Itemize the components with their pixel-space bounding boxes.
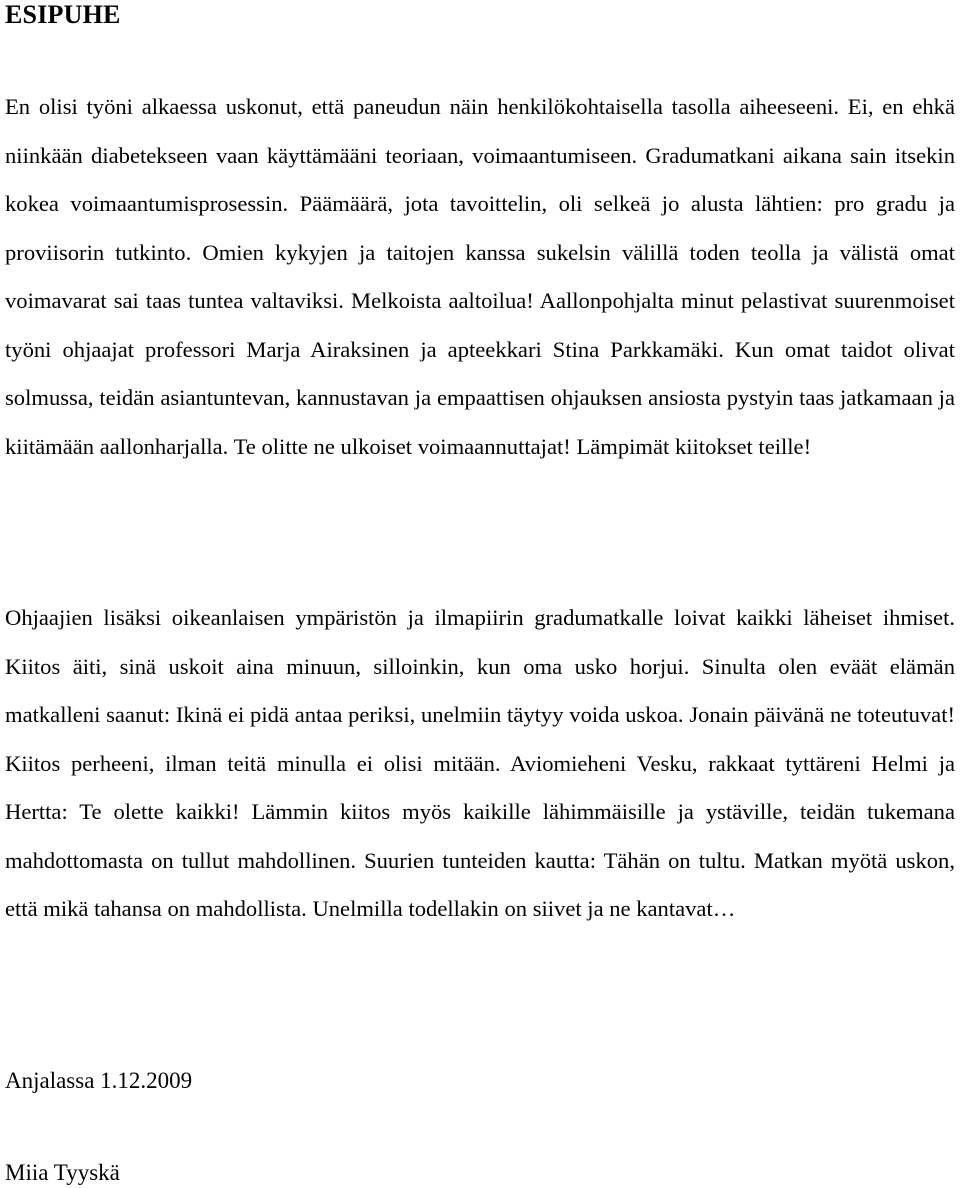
paragraph-2: Ohjaajien lisäksi oikeanlaisen ympäristön ja ilmapiirin gradumatkalle loivat kaikki läheiset ihmiset. Kiitos äiti, sinä uskoit aina minuun, silloinkin, kun oma usko horjui. Sinulta olen eväät elämän matkalleni saanut: Ikinä ei pidä antaa periksi, unelmiin täytyy voida uskoa. Jonain päivänä ne toteutuvat! Kiitos perheeni, ilman teitä minulla ei olisi mitään. Aviomieheni Vesku, rakkaat tyttäreni Helmi ja Hertta: Te olette kaikki! Lämmin kiitos myös kaikille lähimmäisille ja ystäville, teidän tukemana mahdottomasta on tullut mahdollinen. Suurien tunteiden kautta: Tähän on tultu. Matkan myötä uskon, että mikä tahansa on mahdollista. Unelmilla todellakin on siivet ja ne kantavat… bbox=[5, 605, 955, 921]
author-signature: Miia Tyyskä bbox=[5, 1160, 120, 1185]
paragraph-1: En olisi työni alkaessa uskonut, että paneudun näin henkilökohtaisella tasolla aiheeseeni. Ei, en ehkä niinkään diabetekseen vaan käyttämääni teoriaan, voimaantumiseen. Gradumatkani aikana sain itsekin kokea voimaantumisprosessin. Päämäärä, jota tavoittelin, oli selkeä jo alusta lähtien: pro gradu ja proviisorin tutkinto. Omien kykyjen ja taitojen kanssa sukelsin välillä toden teolla ja välistä omat voimavarat sai taas tuntea valtaviksi. Melkoista aaltoilua! Aallonpohjalta minut pelastivat suurenmoiset työni ohjaajat professori Marja Airaksinen ja apteekkari Stina Parkkamäki. Kun omat taidot olivat solmussa, teidän asiantuntevan, kannustavan ja empaattisen ohjauksen ansiosta pystyin taas jatkamaan ja kiitämään aallonharjalla. Te olitte ne ulkoiset voimaannuttajat! Lämpimät kiitokset teille! bbox=[5, 94, 955, 459]
place-and-date: Anjalassa 1.12.2009 bbox=[5, 1068, 193, 1093]
page-title: ESIPUHE bbox=[5, 0, 121, 29]
